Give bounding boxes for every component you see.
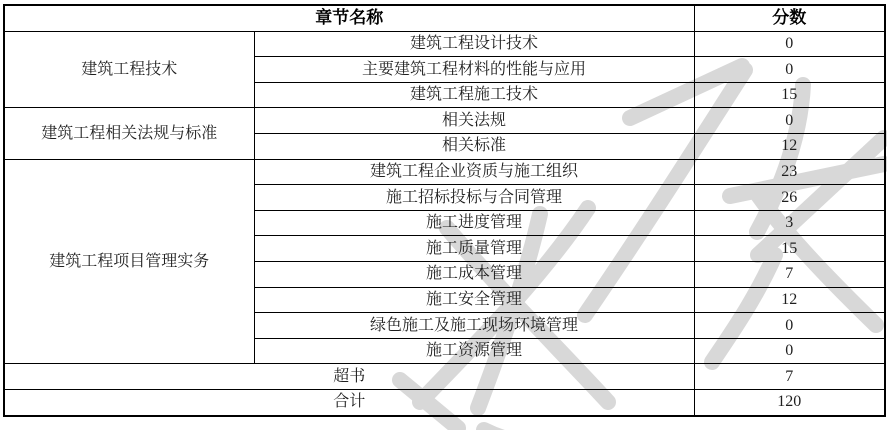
group-cell-construction-tech: 建筑工程技术 bbox=[4, 31, 254, 108]
score-cell: 15 bbox=[694, 236, 885, 262]
score-cell: 23 bbox=[694, 159, 885, 185]
chapter-cell: 建筑工程企业资质与施工组织 bbox=[254, 159, 694, 185]
chapter-cell: 施工安全管理 bbox=[254, 287, 694, 313]
group-cell-project-management: 建筑工程项目管理实务 bbox=[4, 159, 254, 364]
chapter-cell: 主要建筑工程材料的性能与应用 bbox=[254, 57, 694, 83]
total-label: 合计 bbox=[4, 389, 694, 415]
chapter-cell: 施工资源管理 bbox=[254, 338, 694, 364]
score-cell: 0 bbox=[694, 313, 885, 339]
summary-label: 超书 bbox=[4, 364, 694, 390]
score-cell: 0 bbox=[694, 108, 885, 134]
total-score: 120 bbox=[694, 389, 885, 415]
chapter-cell: 建筑工程设计技术 bbox=[254, 31, 694, 57]
score-cell: 3 bbox=[694, 210, 885, 236]
table-row bbox=[4, 108, 885, 134]
chapter-cell: 施工进度管理 bbox=[254, 210, 694, 236]
score-cell: 0 bbox=[694, 31, 885, 57]
header-score: 分数 bbox=[694, 5, 885, 31]
chapter-cell: 相关标准 bbox=[254, 133, 694, 159]
score-cell: 0 bbox=[694, 338, 885, 364]
score-cell: 7 bbox=[694, 261, 885, 287]
summary-row-total bbox=[4, 389, 885, 415]
group-cell-laws-standards: 建筑工程相关法规与标准 bbox=[4, 108, 254, 159]
table-header-row bbox=[4, 5, 885, 31]
chapter-cell: 建筑工程施工技术 bbox=[254, 82, 694, 108]
summary-row bbox=[4, 364, 885, 390]
chapter-score-table bbox=[3, 4, 886, 417]
score-cell: 15 bbox=[694, 82, 885, 108]
score-cell: 12 bbox=[694, 133, 885, 159]
chapter-cell: 相关法规 bbox=[254, 108, 694, 134]
score-cell: 12 bbox=[694, 287, 885, 313]
header-chapter-name: 章节名称 bbox=[4, 5, 694, 31]
chapter-cell: 施工招标投标与合同管理 bbox=[254, 185, 694, 211]
chapter-cell: 施工成本管理 bbox=[254, 261, 694, 287]
chapter-cell: 施工质量管理 bbox=[254, 236, 694, 262]
table-row bbox=[4, 31, 885, 57]
chapter-cell: 绿色施工及施工现场环境管理 bbox=[254, 313, 694, 339]
summary-score: 7 bbox=[694, 364, 885, 390]
score-cell: 26 bbox=[694, 185, 885, 211]
table-row bbox=[4, 159, 885, 185]
score-cell: 0 bbox=[694, 57, 885, 83]
